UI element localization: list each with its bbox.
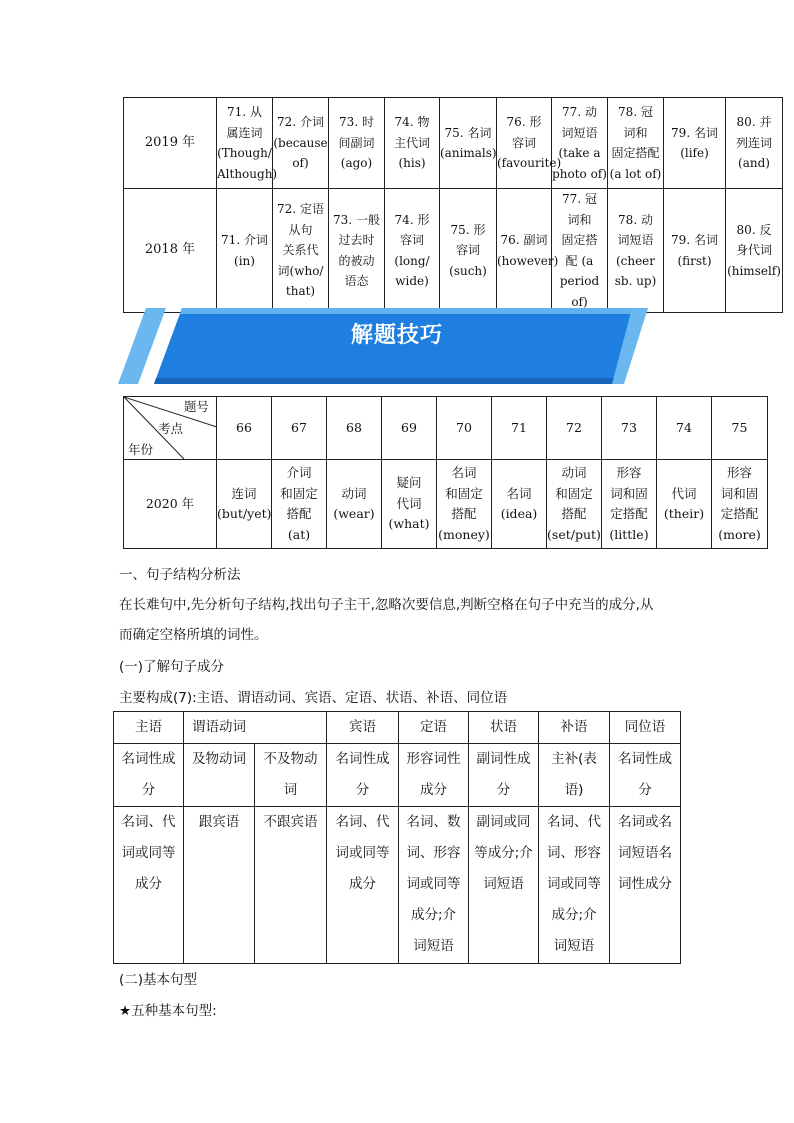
corner-label-year: 年份	[128, 442, 154, 457]
cell-line: 及物动词	[192, 751, 246, 767]
point-cell	[327, 460, 382, 549]
point-cell	[552, 98, 608, 189]
banner-shadow	[154, 378, 622, 384]
cell-line: 形容	[726, 465, 752, 480]
point-cell	[497, 98, 562, 189]
cell-line: 词	[283, 782, 298, 798]
point-cell	[329, 98, 385, 189]
table1-row-2019	[124, 98, 783, 189]
point-cell	[492, 460, 547, 549]
year-cell: 2020 年	[124, 460, 217, 549]
cell-line: 词(who/	[277, 263, 324, 278]
cell-line: 成分	[420, 782, 447, 798]
cell-line: (little)	[609, 526, 649, 542]
cell-line: 词或同等	[547, 876, 601, 892]
cell-line: 79. 名词	[671, 125, 718, 140]
cell-line: 71. 介词	[221, 233, 268, 247]
cell-line: (long/	[394, 253, 430, 268]
component-cell	[469, 807, 539, 964]
point-cell	[329, 189, 385, 313]
cell-line: 搭配	[286, 506, 312, 521]
cell-line: 词短语名	[618, 845, 672, 861]
cell-line: 成分	[349, 876, 376, 892]
point-cell	[440, 98, 497, 189]
cell-line: 词、形容	[406, 845, 461, 861]
cell-line: 成分;介	[410, 907, 457, 923]
cell-line: 词和	[623, 125, 648, 140]
header-cell: 主语	[114, 712, 184, 744]
cell-line: 名词、代	[335, 814, 390, 830]
cell-line: 和固定	[555, 485, 593, 501]
exam-points-table-2020	[123, 396, 768, 549]
component-cell	[399, 744, 469, 807]
cell-line: 73. 时	[339, 115, 374, 130]
cell-line: 75. 名词	[444, 125, 492, 140]
cell-line: (because	[273, 135, 328, 150]
point-cell	[440, 189, 497, 313]
cell-line: 成分;介	[551, 907, 597, 923]
cell-line: 名词、代	[121, 814, 176, 830]
point-cell	[552, 189, 608, 313]
cell-line: 和固定	[280, 485, 318, 501]
cell-line: (animals)	[440, 146, 497, 160]
cell-line: 搭配	[561, 506, 587, 521]
point-cell	[608, 98, 664, 189]
cell-line: 78. 动	[618, 212, 653, 227]
point-cell	[602, 460, 657, 549]
cell-line: of)	[292, 156, 309, 171]
cell-line: 分	[638, 782, 652, 798]
cell-line: 75. 形	[450, 222, 486, 237]
cell-line: 定搭配	[720, 506, 759, 521]
paragraph-line: 在长难句中,先分析句子结构,找出句子主干,忽略次要信息,判断空格在句子中充当的成分,从	[119, 597, 654, 613]
cell-line: that)	[285, 284, 316, 299]
cell-line: 分	[355, 782, 370, 798]
sentence-components-table	[113, 711, 681, 964]
cell-line: (ago)	[340, 156, 373, 171]
cell-line: 固定搭	[561, 233, 598, 247]
cell-line: 名词	[506, 485, 532, 501]
cell-line: 介词	[286, 465, 312, 480]
cell-line: 定搭配	[610, 506, 648, 521]
cell-line: 词短语	[413, 938, 454, 954]
cell-line: 代词	[671, 485, 697, 501]
question-number: 70	[437, 397, 492, 460]
question-number: 69	[382, 397, 437, 460]
cell-line: 73. 一般	[333, 212, 380, 227]
cell-line: 不跟宾语	[263, 814, 318, 830]
component-cell	[399, 807, 469, 964]
cell-line: 名词、代	[547, 814, 601, 830]
cell-line: (at)	[287, 526, 311, 542]
question-number: 74	[657, 397, 712, 460]
cell-line: 动词	[341, 485, 367, 501]
cell-line: 语态	[344, 274, 369, 288]
cell-line: 72. 定语	[277, 202, 324, 217]
cell-line: 词短语	[483, 876, 524, 892]
cell-line: 主补(表	[551, 751, 597, 767]
point-cell	[657, 460, 712, 549]
cell-line: 间副词	[338, 135, 375, 150]
cell-line: (wear)	[333, 506, 375, 521]
point-cell	[273, 98, 329, 189]
cell-line: (set/put)	[547, 526, 601, 542]
cell-line: 词或同等	[406, 876, 461, 892]
component-cell	[114, 744, 184, 807]
cell-line: 副词性成	[476, 751, 531, 767]
point-cell	[217, 460, 272, 549]
cell-line: (however)	[497, 253, 559, 268]
cell-line: 72. 介词	[277, 115, 324, 130]
header-cell: 谓语动词	[184, 712, 327, 744]
cell-line: 词短语	[561, 125, 598, 140]
component-cell	[610, 807, 681, 964]
cell-line: (his)	[398, 156, 426, 171]
component-cell	[184, 807, 255, 964]
cell-line: 79. 名词	[671, 233, 718, 247]
cell-line: 77. 动	[562, 105, 597, 119]
cell-line: 配 (a	[565, 253, 594, 268]
header-cell: 定语	[399, 712, 469, 744]
component-cell	[327, 744, 399, 807]
cell-line: 名词、数	[406, 814, 461, 830]
cell-line: period of)	[559, 274, 600, 309]
cell-line: (idea)	[500, 506, 538, 521]
cell-line: 74. 形	[394, 212, 430, 227]
component-cell	[539, 744, 610, 807]
table2-header-row	[124, 397, 768, 460]
cell-line: photo of)	[552, 166, 607, 181]
cell-line: 属连词	[226, 125, 263, 140]
cell-line: (cheer	[615, 253, 656, 268]
cell-line: 固定搭配	[611, 146, 660, 160]
question-number: 75	[712, 397, 768, 460]
cell-line: (their)	[663, 506, 705, 521]
cell-line: 77. 冠	[562, 192, 597, 206]
cell-line: (and)	[738, 156, 770, 171]
header-cell: 状语	[469, 712, 539, 744]
component-cell	[327, 807, 399, 964]
cell-line: wide)	[395, 274, 429, 288]
point-cell	[608, 189, 664, 313]
cell-line: 从句	[288, 222, 313, 237]
cell-line: 名词性成	[618, 751, 672, 767]
cell-line: 过去时	[338, 233, 375, 247]
cell-line: 分	[141, 782, 156, 798]
cell-line: (take a	[558, 146, 601, 160]
cell-line: 分	[496, 782, 511, 798]
table3-form-row	[114, 807, 681, 964]
point-cell	[273, 189, 329, 313]
table3-header-row	[114, 712, 681, 744]
component-cell	[255, 807, 327, 964]
cell-line: 代词	[396, 495, 422, 511]
cell-line: (a lot of)	[609, 166, 662, 181]
component-cell	[539, 807, 610, 964]
cell-line: 名词	[451, 465, 477, 480]
cell-line: 容词	[511, 135, 536, 150]
cell-line: 关系代	[282, 243, 319, 258]
point-cell	[385, 189, 440, 313]
cell-line: 80. 反	[736, 222, 772, 237]
year-cell: 2019 年	[124, 98, 217, 189]
cell-line: 等成分;介	[474, 845, 533, 861]
cell-line: (in)	[234, 253, 255, 268]
cell-line: (favourite)	[497, 156, 562, 171]
cell-line: 身代词	[735, 243, 772, 258]
cell-line: 和固定	[445, 485, 483, 501]
year-cell: 2018 年	[124, 189, 217, 313]
cell-line: 名词或名	[618, 814, 672, 830]
point-cell	[437, 460, 492, 549]
point-cell	[712, 460, 768, 549]
point-cell	[272, 460, 327, 549]
cell-line: 连词	[231, 485, 257, 501]
cell-line: 主代词	[393, 135, 430, 150]
cell-line: 词或同等	[335, 845, 390, 861]
cell-line: 76. 形	[506, 115, 542, 130]
cell-line: 78. 冠	[618, 105, 653, 119]
component-cell	[114, 807, 184, 964]
cell-line: 语)	[564, 782, 584, 798]
header-cell: 补语	[539, 712, 610, 744]
exam-points-table-2018-2019	[123, 97, 783, 313]
component-cell	[469, 744, 539, 807]
corner-label-point: 考点	[158, 421, 184, 436]
cell-line: 76. 副词	[500, 233, 548, 247]
cell-line: 71. 从	[227, 105, 262, 119]
cell-line: 词短语	[617, 233, 654, 247]
subsection-heading: (二)基本句型	[119, 972, 198, 988]
cell-line: (but/yet)	[217, 506, 272, 521]
corner-diagonal-cell	[124, 397, 217, 460]
cell-line: 副词或同	[476, 814, 531, 830]
question-number: 67	[272, 397, 327, 460]
table2-row-2020	[124, 460, 768, 549]
cell-line: sb. up)	[614, 274, 657, 288]
banner-highlight	[180, 308, 648, 314]
corner-label-number: 题号	[184, 399, 210, 414]
cell-line: 容词	[399, 233, 424, 247]
cell-line: (life)	[680, 146, 709, 160]
point-cell	[385, 98, 440, 189]
component-cell	[255, 744, 327, 807]
cell-line: 的被动	[338, 253, 375, 268]
cell-line: 形容词性	[406, 751, 461, 767]
cell-line: 形容	[616, 465, 642, 480]
cell-line: 搭配	[451, 506, 477, 521]
point-cell	[382, 460, 437, 549]
banner-title: 解题技巧	[350, 323, 443, 348]
cell-line: 80. 并	[736, 115, 772, 130]
cell-line: (what)	[388, 516, 430, 532]
point-cell	[217, 189, 273, 313]
cell-line: 词和	[567, 212, 592, 227]
cell-line: Although)	[217, 166, 278, 181]
cell-line: 疑问	[396, 475, 422, 491]
point-cell	[217, 98, 278, 189]
cell-line: 跟宾语	[198, 814, 240, 830]
table1-row-2018	[124, 189, 783, 313]
question-number: 72	[547, 397, 602, 460]
cell-line: 词和固	[720, 485, 759, 501]
cell-line: 名词性成	[335, 751, 390, 767]
cell-line: 词性成分	[618, 876, 672, 892]
question-number: 73	[602, 397, 657, 460]
cell-line: 词短语	[553, 938, 595, 954]
cell-line: 74. 物	[394, 115, 430, 130]
paragraph-line: 主要构成(7):主语、谓语动词、宾语、定语、状语、补语、同位语	[119, 690, 508, 706]
cell-line: 容词	[455, 243, 480, 258]
cell-line: 成分	[135, 876, 162, 892]
point-cell	[547, 460, 602, 549]
cell-line: (Though/	[217, 146, 272, 160]
component-cell	[184, 744, 255, 807]
point-cell	[726, 189, 783, 313]
subsection-heading: (一)了解句子成分	[119, 659, 225, 675]
point-cell	[664, 98, 726, 189]
cell-line: 不及物动	[263, 751, 318, 767]
section-heading: 一、句子结构分析法	[119, 567, 241, 583]
cell-line: (more)	[718, 526, 761, 542]
header-cell: 宾语	[327, 712, 399, 744]
paragraph-line: 而确定空格所填的词性。	[119, 627, 268, 643]
table3-nature-row	[114, 744, 681, 807]
cell-line: 词和固	[610, 485, 648, 501]
cell-line: (money)	[438, 526, 490, 542]
cell-line: 列连词	[735, 135, 772, 150]
question-number: 71	[492, 397, 547, 460]
cell-line: 名词性成	[121, 751, 176, 767]
cell-line: (such)	[449, 263, 487, 278]
question-number: 66	[217, 397, 272, 460]
point-cell	[497, 189, 559, 313]
point-cell	[664, 189, 726, 313]
header-cell: 同位语	[610, 712, 681, 744]
cell-line: 词、形容	[547, 845, 601, 861]
cell-line: (first)	[677, 253, 712, 268]
cell-line: (himself)	[727, 263, 781, 278]
cell-line: 词或同等	[121, 845, 176, 861]
question-number: 68	[327, 397, 382, 460]
point-cell	[726, 98, 783, 189]
cell-line: 动词	[561, 465, 587, 480]
component-cell	[610, 744, 681, 807]
paragraph-line: ★五种基本句型:	[119, 1003, 217, 1019]
